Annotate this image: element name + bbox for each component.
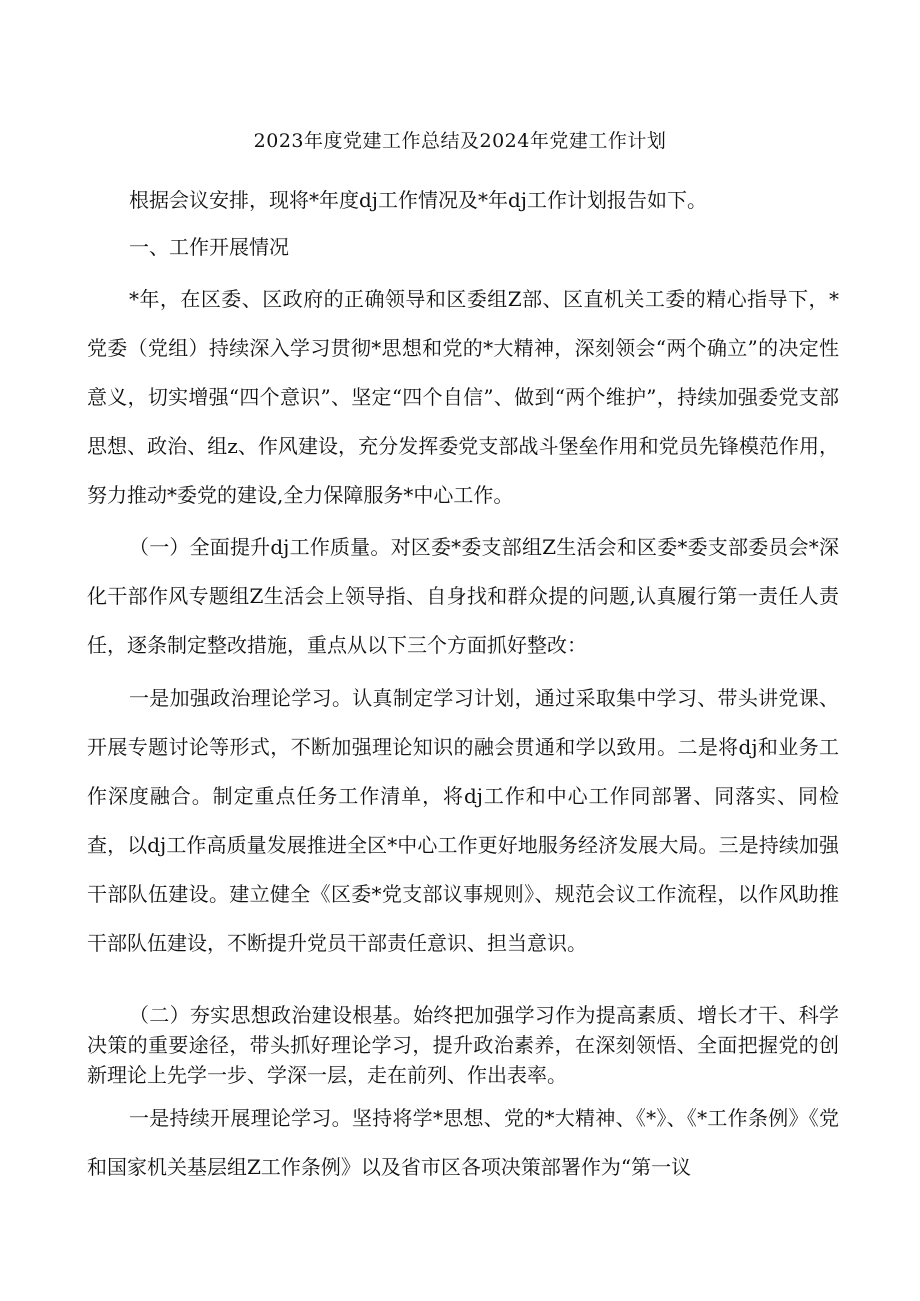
- paragraph-subsection-1: （一）全面提升dj工作质量。对区委*委支部组Z生活会和区委*委支部委员会*深化干部作风专题组Z生活会上领导指、自身找和群众提的问题,认真履行第一责任人责任，逐条制定整改措施，重点从以下三个方面抓好整改：: [87, 535, 839, 657]
- paragraph-theory-study: 一是持续开展理论学习。坚持将学*思想、党的*大精神、《*》、《*工作条例》《党和国家机关基层组Z工作条例》以及省市区各项决策部署作为“第一议: [87, 1106, 839, 1179]
- paragraph-subsection-2: （二）夯实思想政治建设根基。始终把加强学习作为提高素质、增长才干、科学决策的重要途径，带头抓好理论学习，提升政治素养，在深刻领悟、全面把握党的创新理论上先学一步、学深一层，走在前列、作出表率。: [87, 1003, 839, 1087]
- paragraph-overview: *年，在区委、区政府的正确领导和区委组Z部、区直机关工委的精心指导下，*党委（党组）持续深入学习贯彻*思想和党的*大精神，深刻领会“两个确立”的决定性意义，切实增强“四个意识”、坚定“四个自信”、做到“两个维护”，持续加强委党支部思想、政治、组z、作风建设，充分发挥委党支部战斗堡垒作用和党员先锋模范作用，努力推动*委党的建设,全力保障服务*中心工作。: [87, 287, 839, 507]
- document-title: 2023年度党建工作总结及2024年党建工作计划: [253, 130, 667, 152]
- paragraph-intro: 根据会议安排，现将*年度dj工作情况及*年dj工作计划报告如下。: [129, 188, 708, 212]
- paragraph-rectification: 一是加强政治理论学习。认真制定学习计划，通过采取集中学习、带头讲党课、开展专题讨论等形式，不断加强理论知识的融会贯通和学以致用。二是将dj和业务工作深度融合。制定重点任务工作清单，将dj工作和中心工作同部署、同落实、同检查，以dj工作高质量发展推进全区*中心工作更好地服务经济发展大局。三是持续加强干部队伍建设。建立健全《区委*党支部议事规则》、规范会议工作流程，以作风助推干部队伍建设，不断提升党员干部责任意识、担当意识。: [87, 686, 839, 955]
- section-heading-1: 一、工作开展情况: [129, 235, 289, 259]
